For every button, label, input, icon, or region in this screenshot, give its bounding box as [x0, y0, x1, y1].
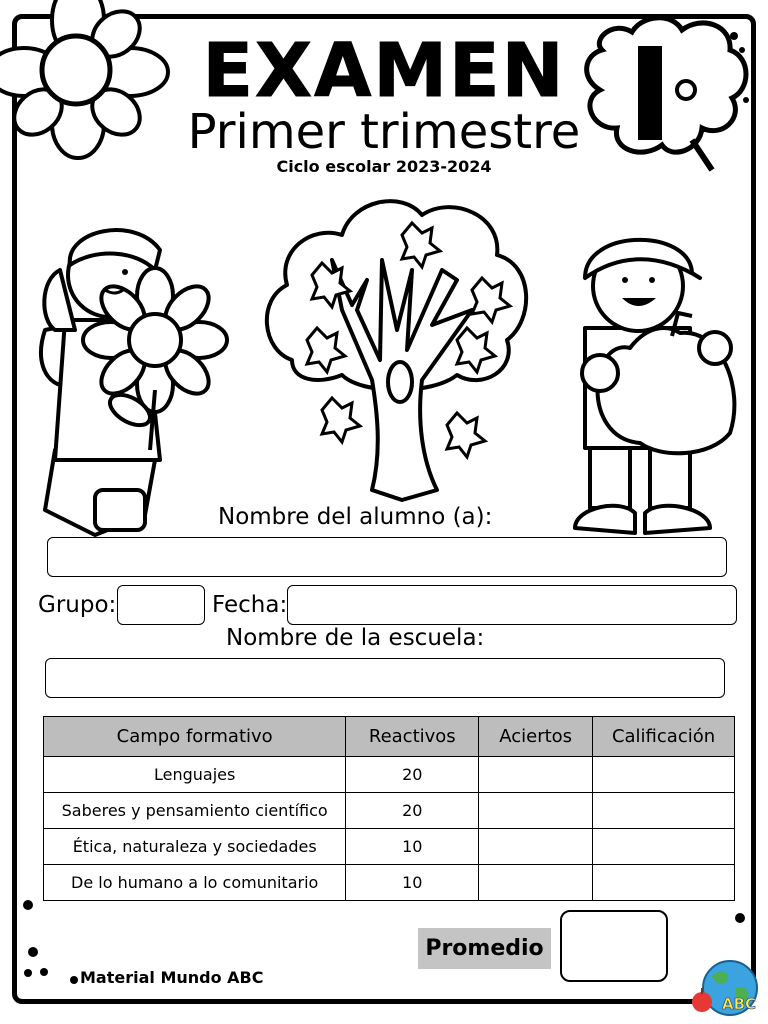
average-label: Promedio [418, 928, 551, 969]
table-header-row [44, 717, 735, 757]
school-year: Ciclo escolar 2023-2024 [276, 157, 492, 176]
calificacion-cell[interactable] [593, 829, 735, 865]
school-name-field[interactable] [45, 658, 725, 698]
header-campo-formativo: Campo formativo [44, 717, 346, 757]
student-name-field[interactable] [47, 537, 727, 577]
campo-cell: De lo humano a lo comunitario [44, 865, 346, 901]
date-label: Fecha: [212, 592, 288, 618]
reactivos-cell: 10 [346, 865, 479, 901]
reactivos-cell: 10 [346, 829, 479, 865]
school-name-label: Nombre de la escuela: [226, 625, 485, 651]
table-row [44, 757, 735, 793]
calificacion-cell[interactable] [593, 793, 735, 829]
tree-illustration [262, 190, 534, 508]
credit-text: Material Mundo ABC [80, 968, 264, 987]
logo-text: ABC [722, 995, 757, 1013]
group-field[interactable] [117, 585, 205, 625]
campo-cell: Ética, naturaleza y sociedades [44, 829, 346, 865]
boy-with-pumpkin-illustration [560, 218, 740, 538]
exam-subtitle: Primer trimestre [187, 104, 581, 160]
exam-title: EXAMEN [202, 28, 566, 114]
header-aciertos: Aciertos [479, 717, 593, 757]
reactivos-cell: 20 [346, 757, 479, 793]
table-row [44, 829, 735, 865]
aciertos-cell[interactable] [479, 793, 593, 829]
grades-table [43, 716, 735, 901]
aciertos-cell[interactable] [479, 829, 593, 865]
calificacion-cell[interactable] [593, 757, 735, 793]
campo-cell: Lenguajes [44, 757, 346, 793]
girl-with-sunflower-illustration [35, 210, 245, 540]
header-calificacion: Calificación [593, 717, 735, 757]
reactivos-cell: 20 [346, 793, 479, 829]
group-label: Grupo: [38, 592, 117, 618]
campo-cell: Saberes y pensamiento científico [44, 793, 346, 829]
header-reactivos: Reactivos [346, 717, 479, 757]
aciertos-cell[interactable] [479, 757, 593, 793]
student-name-label: Nombre del alumno (a): [218, 504, 493, 530]
table-row [44, 793, 735, 829]
date-field[interactable] [287, 585, 737, 625]
